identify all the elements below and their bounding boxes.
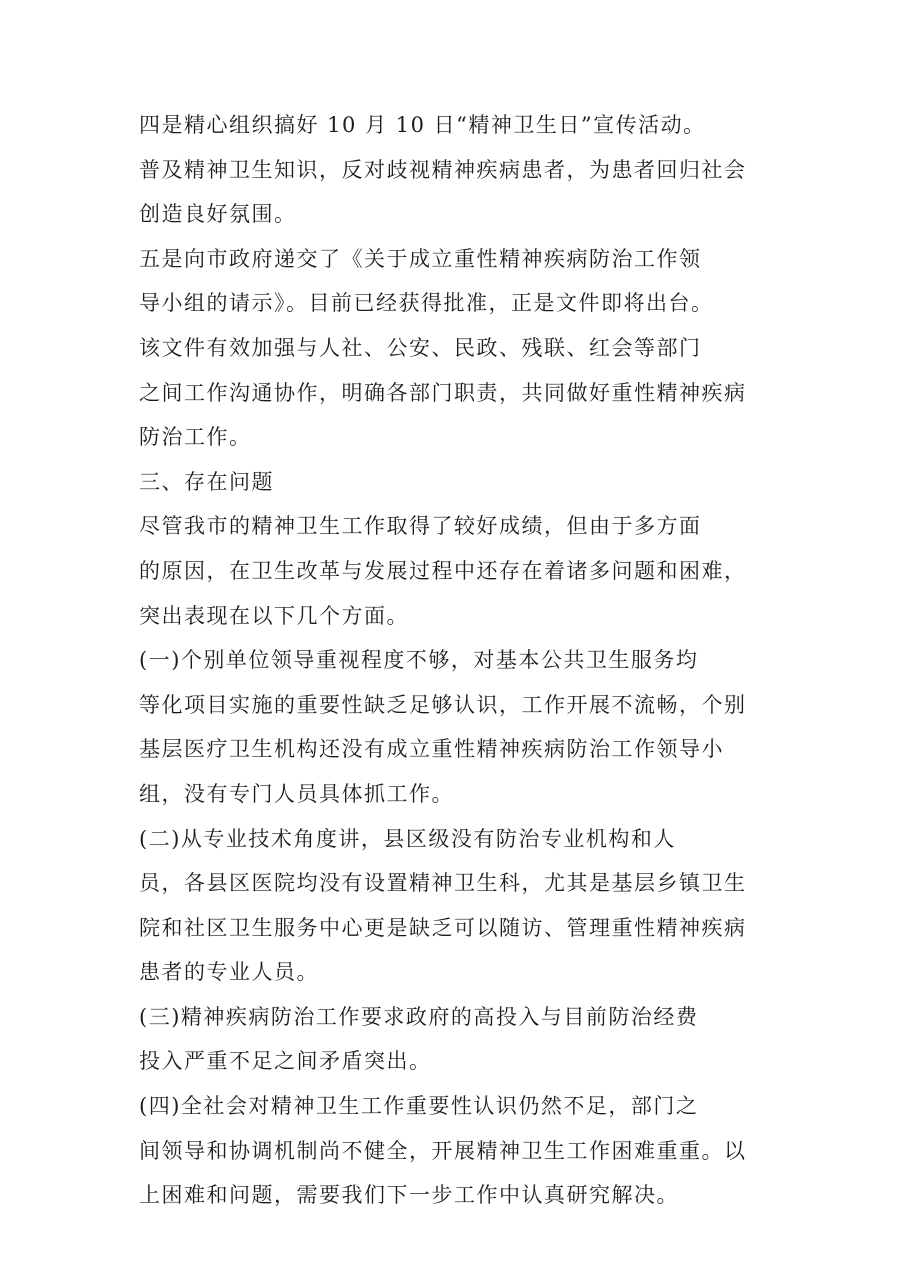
text-line: 四是精心组织搞好 10 月 10 日“精神卫生日”宣传活动。 [139, 113, 706, 137]
text-line: 突出表现在以下几个方面。 [139, 603, 409, 628]
section-heading: 三、存在问题 [139, 469, 274, 494]
text-line: 基层医疗卫生机构还没有成立重性精神疾病防治工作领导小 [139, 737, 724, 762]
text-line: 员，各县区医院均没有设置精神卫生科，尤其是基层乡镇卫生 [139, 871, 747, 896]
text-line: 等化项目实施的重要性缺乏足够认识，工作开展不流畅，个别 [139, 692, 747, 717]
text-line: 导小组的请示》。目前已经获得批准，正是文件即将出台。 [139, 291, 714, 316]
text-line: 间领导和协调机制尚不健全，开展精神卫生工作困难重重。以 [139, 1138, 747, 1163]
document-body [139, 103, 779, 1218]
text-line: (四)全社会对精神卫生工作重要性认识仍然不足，部门之 [139, 1094, 699, 1119]
text-line: 的原因，在卫生改革与发展过程中还存在着诸多问题和困难， [139, 558, 747, 583]
text-line: (二)从专业技术角度讲，县区级没有防治专业机构和人 [139, 826, 676, 851]
text-line: 之间工作沟通协作，明确各部门职责，共同做好重性精神疾病 [139, 380, 747, 405]
text-line: 五是向市政府递交了《关于成立重性精神疾病防治工作领 [139, 246, 702, 271]
text-line: 上困难和问题，需要我们下一步工作中认真研究解决。 [139, 1183, 679, 1208]
text-line: 组，没有专门人员具体抓工作。 [139, 781, 454, 806]
text-line: 院和社区卫生服务中心更是缺乏可以随访、管理重性精神疾病 [139, 915, 747, 940]
text-line: 创造良好氛围。 [139, 202, 297, 227]
text-line: 普及精神卫生知识，反对歧视精神疾病患者，为患者回归社会 [139, 157, 747, 182]
text-line: (一)个别单位领导重视程度不够，对基本公共卫生服务均 [139, 648, 699, 673]
text-line: 该文件有效加强与人社、公安、民政、残联、红会等部门 [139, 335, 702, 360]
text-line: 防治工作。 [139, 425, 252, 450]
text-line: (三)精神疾病防治工作要求政府的高投入与目前防治经费 [139, 1004, 699, 1029]
text-line: 尽管我市的精神卫生工作取得了较好成绩，但由于多方面 [139, 514, 702, 539]
text-line: 患者的专业人员。 [139, 960, 319, 985]
text-line: 投入严重不足之间矛盾突出。 [139, 1049, 432, 1074]
